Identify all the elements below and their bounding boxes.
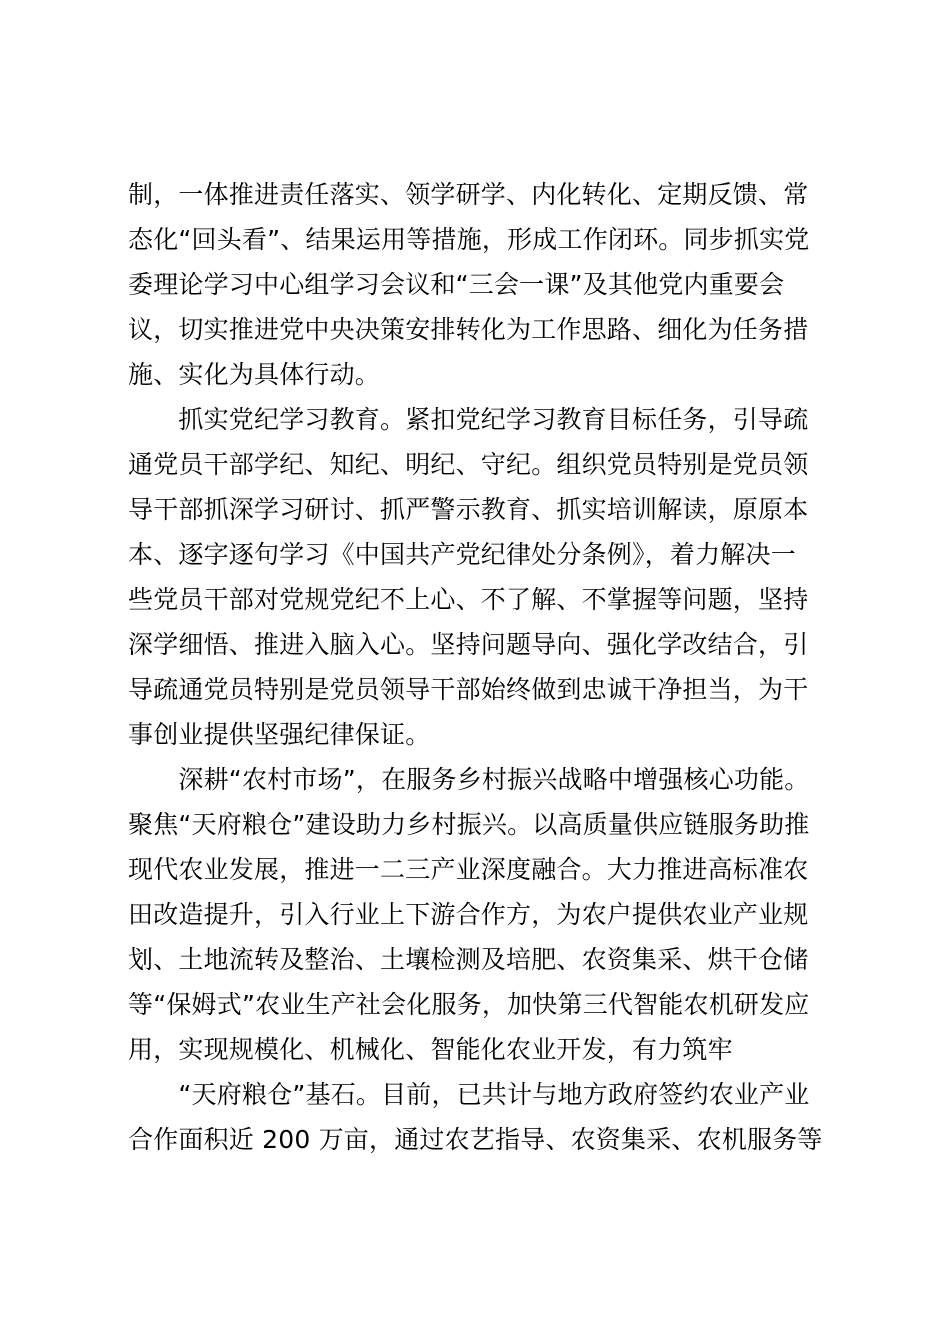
text-line: 合作面积近 200 万亩，通过农艺指导、农资集采、农机服务等	[128, 1125, 823, 1154]
text-line: 事创业提供坚强纪律保证。	[128, 720, 431, 749]
paragraph-4	[128, 1072, 832, 1162]
text-line: 划、土地流转及整治、土壤检测及培肥、农资集采、烘干仓储	[128, 945, 809, 974]
text-line: 态化“回头看”、结果运用等措施，形成工作闭环。同步抓实党	[128, 225, 810, 254]
text-line: 用，实现规模化、机械化、智能化农业开发，有力筑牢	[128, 1035, 733, 1064]
text-line: 聚焦“天府粮仓”建设助力乡村振兴。以高质量供应链服务助推	[128, 810, 810, 839]
text-line: 等“保姆式”农业生产社会化服务，加快第三代智能农机研发应	[128, 990, 810, 1019]
text-line: 通党员干部学纪、知纪、明纪、守纪。组织党员特别是党员领	[128, 450, 809, 479]
text-line: 抓实党纪学习教育。紧扣党纪学习教育目标任务，引导疏	[128, 405, 809, 434]
text-line: 深学细悟、推进入脑入心。坚持问题导向、强化学改结合，引	[128, 630, 809, 659]
paragraph-3	[128, 757, 832, 1072]
text-line: 导疏通党员特别是党员领导干部始终做到忠诚干净担当，为干	[128, 675, 809, 704]
text-line: 本、逐字逐句学习《中国共产党纪律处分条例》，着力解决一	[128, 540, 796, 569]
text-line: “天府粮仓”基石。目前，已共计与地方政府签约农业产业	[128, 1080, 810, 1109]
document-page	[128, 172, 832, 1162]
text-line: 委理论学习中心组学习会议和“三会一课”及其他党内重要会	[128, 270, 785, 299]
text-line: 导干部抓深学习研讨、抓严警示教育、抓实培训解读，原原本	[128, 495, 809, 524]
paragraph-2	[128, 397, 832, 757]
text-line: 深耕“农村市场”，在服务乡村振兴战略中增强核心功能。	[128, 765, 810, 794]
text-line: 施、实化为具体行动。	[128, 360, 381, 389]
paragraph-1	[128, 172, 832, 397]
text-line: 议，切实推进党中央决策安排转化为工作思路、细化为任务措	[128, 315, 809, 344]
text-line: 田改造提升，引入行业上下游合作方，为农户提供农业产业规	[128, 900, 809, 929]
text-line: 现代农业发展，推进一二三产业深度融合。大力推进高标准农	[128, 855, 809, 884]
text-line: 些党员干部对党规党纪不上心、不了解、不掌握等问题，坚持	[128, 585, 809, 614]
text-line: 制，一体推进责任落实、领学研学、内化转化、定期反馈、常	[128, 180, 809, 209]
